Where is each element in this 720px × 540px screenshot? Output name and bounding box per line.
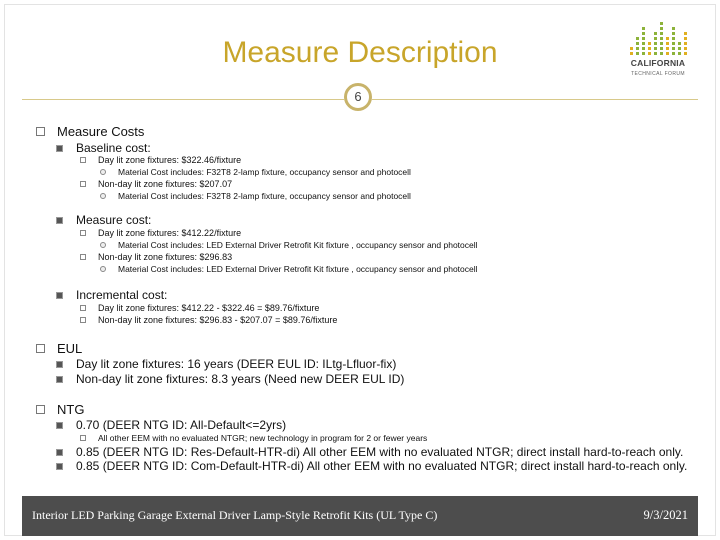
bullet-ntg-1 [56, 418, 286, 432]
logo-dot [642, 42, 645, 45]
bullet-ntg-2 [56, 445, 683, 459]
small-square-bullet-icon [80, 317, 86, 323]
small-square-bullet-icon [80, 305, 86, 311]
title-rule-right [372, 99, 698, 100]
logo-dot [672, 42, 675, 45]
bullet-baseline-lit-note [100, 167, 411, 177]
filled-square-bullet-icon [56, 449, 63, 456]
circle-bullet-icon [100, 193, 106, 199]
incremental-lit-text: Day lit zone fixtures: $412.22 - $322.46 = $89.76/fixture [98, 303, 320, 313]
logo-dot [684, 42, 687, 45]
logo-dot [666, 52, 669, 55]
filled-square-bullet-icon [56, 361, 63, 368]
logo-dot [684, 52, 687, 55]
filled-square-bullet-icon [56, 463, 63, 470]
circle-bullet-icon [100, 266, 106, 272]
bullet-eul [36, 341, 82, 356]
logo-dot [642, 27, 645, 30]
small-square-bullet-icon [80, 230, 86, 236]
logo-dot [660, 52, 663, 55]
logo-dot [678, 42, 681, 45]
section-heading-eul: EUL [57, 341, 83, 356]
bullet-baseline-cost [56, 141, 151, 155]
logo-dot [678, 47, 681, 50]
measure-lit-note-text: Material Cost includes: LED External Driver Retrofit Kit fixture , occupancy sensor and photocell [118, 240, 478, 250]
bullet-measure-nonlit [80, 252, 232, 262]
filled-square-bullet-icon [56, 217, 63, 224]
incremental-cost-label: Incremental cost: [76, 288, 168, 302]
footer-date: 9/3/2021 [643, 508, 688, 522]
logo-dot [684, 37, 687, 40]
logo-subtitle: TECHNICAL FORUM [631, 71, 685, 77]
filled-square-bullet-icon [56, 292, 63, 299]
ntg-item-3-text: 0.85 (DEER NTG ID: Com-Default-HTR-di) All other EEM with no evaluated NTGR; direct install hard-to-reach only. [76, 459, 688, 473]
slide-number: 6 [344, 83, 372, 111]
logo-dot [654, 42, 657, 45]
small-square-bullet-icon [80, 181, 86, 187]
logo-dot [666, 42, 669, 45]
small-square-bullet-icon [80, 157, 86, 163]
bullet-ntg [36, 402, 84, 417]
small-square-bullet-icon [80, 254, 86, 260]
small-square-bullet-icon [80, 435, 86, 441]
square-bullet-icon [36, 344, 45, 353]
logo-dot [630, 47, 633, 50]
measure-lit-text: Day lit zone fixtures: $412.22/fixture [98, 228, 242, 238]
logo-dot [630, 52, 633, 55]
logo-dot [666, 37, 669, 40]
logo-dot [654, 47, 657, 50]
bullet-ntg-3 [56, 459, 687, 473]
bullet-measure-lit [80, 228, 241, 238]
logo-dot [684, 47, 687, 50]
logo-dot [636, 47, 639, 50]
filled-square-bullet-icon [56, 422, 63, 429]
logo-dot [660, 47, 663, 50]
section-heading-ntg: NTG [57, 402, 85, 417]
baseline-nonlit-note-text: Material Cost includes: F32T8 2-lamp fixture, occupancy sensor and photocell [118, 191, 411, 201]
ntg-item-2-text: 0.85 (DEER NTG ID: Res-Default-HTR-di) All other EEM with no evaluated NTGR; direct install hard-to-reach only. [76, 445, 684, 459]
bullet-measure-lit-note [100, 240, 478, 250]
baseline-lit-note-text: Material Cost includes: F32T8 2-lamp fixture, occupancy sensor and photocell [118, 167, 411, 177]
bullet-incremental-nonlit [80, 315, 337, 325]
logo-dot [660, 42, 663, 45]
incremental-nonlit-text: Non-day lit zone fixtures: $296.83 - $207.07 = $89.76/fixture [98, 315, 338, 325]
measure-nonlit-text: Non-day lit zone fixtures: $296.83 [98, 252, 233, 262]
measure-nonlit-note-text: Material Cost includes: LED External Driver Retrofit Kit fixture , occupancy sensor and photocell [118, 264, 478, 274]
circle-bullet-icon [100, 242, 106, 248]
logo-dot [642, 37, 645, 40]
baseline-nonlit-text: Non-day lit zone fixtures: $207.07 [98, 179, 233, 189]
footer-title: Interior LED Parking Garage External Driver Lamp-Style Retrofit Kits (UL Type C) [32, 508, 438, 522]
bullet-baseline-lit [80, 155, 241, 165]
logo-dot [666, 47, 669, 50]
logo-dot [660, 37, 663, 40]
bullet-incremental-lit [80, 303, 319, 313]
logo-dot [648, 42, 651, 45]
logo-dot [654, 32, 657, 35]
logo-dot [636, 52, 639, 55]
eul-nonlit-text: Non-day lit zone fixtures: 8.3 years (Need new DEER EUL ID) [76, 372, 405, 386]
logo-name: CALIFORNIA [630, 58, 686, 68]
bullet-incremental-cost [56, 288, 167, 302]
filled-square-bullet-icon [56, 376, 63, 383]
logo-dot [642, 32, 645, 35]
bullet-eul-nonlit [56, 372, 404, 386]
eul-lit-text: Day lit zone fixtures: 16 years (DEER EUL ID: ILtg-Lfluor-fix) [76, 357, 397, 371]
logo-dot [660, 32, 663, 35]
california-technical-forum-logo [626, 22, 690, 82]
logo-dot [654, 52, 657, 55]
bullet-ntg-1-note [80, 433, 427, 443]
ntg-item-1-text: 0.70 (DEER NTG ID: All-Default<=2yrs) [76, 418, 287, 432]
logo-dot [660, 22, 663, 25]
logo-dot [648, 47, 651, 50]
logo-dot [672, 47, 675, 50]
slide-title: Measure Description [222, 36, 498, 69]
logo-dot [672, 52, 675, 55]
bullet-baseline-nonlit [80, 179, 232, 189]
logo-dot [642, 47, 645, 50]
baseline-cost-label: Baseline cost: [76, 141, 151, 155]
bullet-measure-cost [56, 213, 151, 227]
logo-dot [642, 52, 645, 55]
square-bullet-icon [36, 405, 45, 414]
ntg-item-1-note-text: All other EEM with no evaluated NTGR; new technology in program for 2 or fewer years [98, 433, 428, 443]
logo-dot [672, 32, 675, 35]
circle-bullet-icon [100, 169, 106, 175]
bullet-measure-nonlit-note [100, 264, 478, 274]
title-rule-left [22, 99, 344, 100]
logo-dot [636, 37, 639, 40]
filled-square-bullet-icon [56, 145, 63, 152]
baseline-lit-text: Day lit zone fixtures: $322.46/fixture [98, 155, 242, 165]
logo-dot [678, 52, 681, 55]
bullet-eul-lit [56, 357, 396, 371]
logo-dot [636, 42, 639, 45]
logo-dot [654, 37, 657, 40]
logo-dot [672, 27, 675, 30]
bullet-baseline-nonlit-note [100, 191, 411, 201]
logo-dot [648, 52, 651, 55]
logo-dot [660, 27, 663, 30]
logo-dot [672, 37, 675, 40]
logo-dot [684, 32, 687, 35]
section-heading-costs: Measure Costs [57, 124, 145, 139]
footer-bar [22, 496, 698, 536]
measure-cost-label: Measure cost: [76, 213, 152, 227]
square-bullet-icon [36, 127, 45, 136]
bullet-measure-costs [36, 124, 144, 139]
